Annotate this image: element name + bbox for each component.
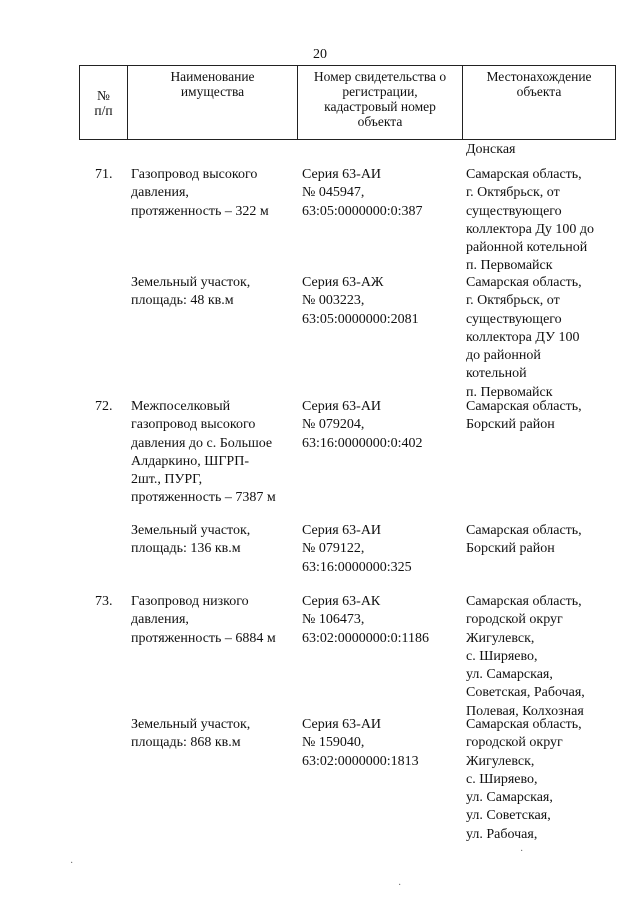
registration-number: Серия 63-АК № 106473, 63:02:0000000:0:1186 <box>302 594 430 646</box>
property-location: Самарская область, Борский район <box>466 399 582 433</box>
scan-speck: · <box>70 858 74 869</box>
property-location: Самарская область, городской округ Жигулевск, с. Ширяево, ул. Самарская, ул. Советская, ул. Рабочая, <box>466 717 582 842</box>
row-number: 73. <box>95 594 113 609</box>
property-name: Земельный участок, площадь: 868 кв.м <box>131 717 251 751</box>
property-location: Самарская область, городской округ Жигулевск, с. Ширяево, ул. Самарская, Советская, Рабочая, Полевая, Колхозная <box>466 594 585 719</box>
property-location: Самарская область, г. Октябрьск, от существующего коллектора ДУ 100 до районной котельной п. Первомайск <box>466 275 582 400</box>
scan-speck: · <box>520 846 524 857</box>
property-location: Самарская область, Борский район <box>466 523 582 557</box>
property-name: Газопровод низкого давления, протяженность – 6884 м <box>131 594 276 646</box>
scan-speck: · <box>398 880 402 891</box>
header-col-number: № п/п <box>94 88 113 118</box>
registration-number: Серия 63-АИ № 079204, 63:16:0000000:0:402 <box>302 399 423 451</box>
page-number: 20 <box>313 47 327 62</box>
header-col-name: Наименование имущества <box>170 69 255 99</box>
header-col-registration: Номер свидетельства о регистрации, кадастровый номер объекта <box>313 69 447 129</box>
header-col-location: Местонахождение объекта <box>486 69 592 99</box>
registration-number: Серия 63-АЖ № 003223, 63:05:0000000:2081 <box>302 275 419 327</box>
location-continuation: Донская <box>466 142 516 157</box>
registration-number: Серия 63-АИ № 079122, 63:16:0000000:325 <box>302 523 412 575</box>
registration-number: Серия 63-АИ № 159040, 63:02:0000000:1813 <box>302 717 419 769</box>
property-name: Земельный участок, площадь: 48 кв.м <box>131 275 251 309</box>
registration-number: Серия 63-АИ № 045947, 63:05:0000000:0:387 <box>302 167 423 219</box>
table-header <box>79 65 616 140</box>
row-number: 72. <box>95 399 113 414</box>
row-number: 71. <box>95 167 113 182</box>
property-location: Самарская область, г. Октябрьск, от существующего коллектора Ду 100 до районной котельной п. Первомайск <box>466 167 595 274</box>
property-name: Газопровод высокого давления, протяженность – 322 м <box>131 167 269 219</box>
property-name: Межпоселковый газопровод высокого давления до с. Большое Алдаркино, ШГРП- 2шт., ПУРГ, протяженность – 7387 м <box>131 399 276 506</box>
property-name: Земельный участок, площадь: 136 кв.м <box>131 523 251 557</box>
